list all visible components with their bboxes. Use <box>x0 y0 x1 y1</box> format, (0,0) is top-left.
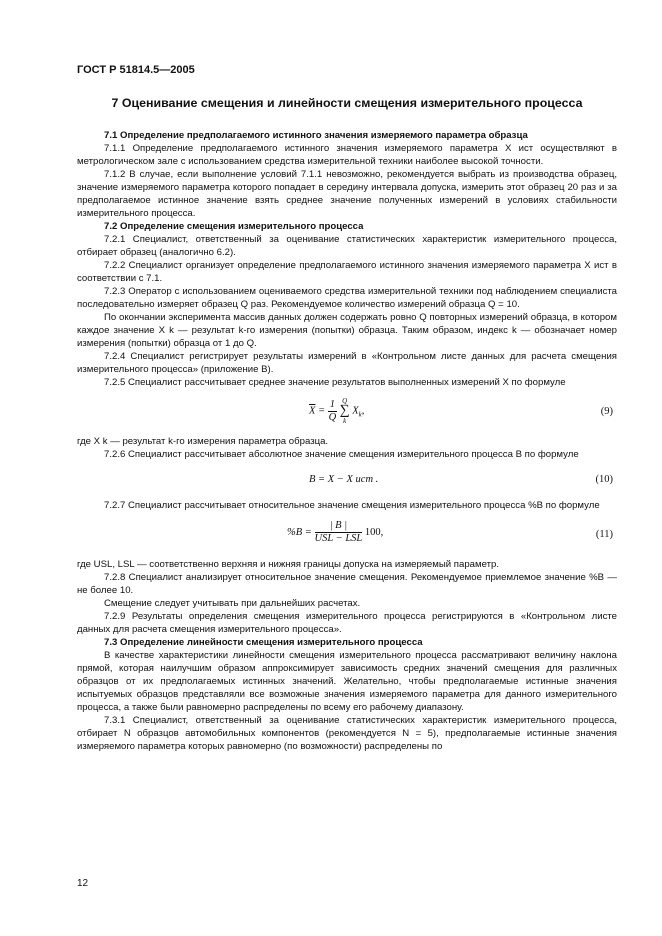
formula-9-tail: , <box>361 405 365 417</box>
paragraph-block-1 <box>77 129 617 389</box>
sigma-icon: ∑ <box>339 403 350 418</box>
paragraph-p729: 7.2.9 Результаты определения смещения измерительного процесса регистрируются в «Контрольном листе данных для расчета смещения измерительного процесса». <box>77 611 617 635</box>
paragraph-p722: 7.2.2 Специалист организует определение предполагаемого истинного значения измеряемого параметра X ист в соответствии с 7.1. <box>77 260 617 284</box>
paragraph-block-4 <box>77 558 617 753</box>
paragraph-p726: 7.2.6 Специалист рассчитывает абсолютное значение смещения измерительного процесса B по формуле <box>104 449 579 460</box>
paragraph-block-2 <box>77 435 617 461</box>
paragraph-p728: 7.2.8 Специалист анализирует относительное значение смещения. Рекомендуемое приемлемое значение %B — не более 10. <box>77 572 617 596</box>
formula-9-eq: = <box>318 405 326 417</box>
paragraph-p72: 7.2 Определение смещения измерительного процесса <box>104 221 364 232</box>
formula-9-denominator: Q <box>328 411 337 423</box>
paragraph-p71: 7.1 Определение предполагаемого истинного значения измеряемого параметра образца <box>104 130 528 141</box>
formula-10-body: B = X − X ист . <box>309 474 379 485</box>
paragraph-p712: 7.1.2 В случае, если выполнение условий 7.1.1 невозможно, рекомендуется выбрать из производства образец, значение измеряемого параметра которого попадает в середину интервала допуска, измерить этот образец 20 раз и за предполагаемое истинное значение взять среднее значение полученных измерений в условиях стабильности измерительного процесса. <box>77 169 617 219</box>
paragraph-p73a: В качестве характеристики линейности смещения измерительного процесса рассматривают величину наклона прямой, которая наилучшим образом аппроксимирует зависимость средних значений смещения для различных образцов от их предполагаемых истинных значений. Желательно, чтобы предполагаемые истинные значения испытуемых образцов представляли все возможные значения измеряемого параметра для данного измерительного процесса, а также были равномерно распределены по всему его рабочему диапазону. <box>77 650 617 713</box>
formula-11-tail: 100, <box>364 526 384 538</box>
formula-11-numerator: | B | <box>315 520 363 533</box>
paragraph-block-3 <box>77 499 617 512</box>
section-title: 7 Оценивание смещения и линейности смещения измерительного процесса <box>111 96 583 110</box>
document-header: ГОСТ Р 51814.5—2005 <box>77 64 195 76</box>
page-number: 12 <box>77 878 89 889</box>
page-content <box>77 96 617 753</box>
paragraph-p721: 7.2.1 Специалист, ответственный за оценивание статистических характеристик измерительного процесса, отбирает образец (аналогично 6.2). <box>77 234 617 258</box>
formula-11-fraction <box>315 520 363 545</box>
formula-11-denominator: USL − LSL <box>314 533 363 544</box>
paragraph-p73: 7.3 Определение линейности смещения измерительного процесса <box>104 637 423 648</box>
formula-9-numerator: 1 <box>329 398 336 410</box>
paragraph-p725: 7.2.5 Специалист рассчитывает среднее значение результатов выполненных измерений X по формуле <box>104 377 566 388</box>
paragraph-p728b: Смещение следует учитывать при дальнейших расчетах. <box>104 598 361 609</box>
formula-9-sum-bottom: k <box>343 417 347 425</box>
formula-9-term: X <box>352 405 359 417</box>
paragraph-p727: 7.2.7 Специалист рассчитывает относительное значение смещения измерительного процесса %B по формуле <box>104 500 600 511</box>
formula-9-lhs: $\overline{X}$ <box>309 405 316 417</box>
formula-9-sub: k <box>358 410 362 419</box>
formula-9-fraction <box>328 399 337 424</box>
formula-10 <box>77 469 617 491</box>
formula-11-lhs: %B = <box>287 526 312 538</box>
formula-10-number: (10) <box>595 474 613 485</box>
paragraph-p723b: По окончании эксперимента массив данных должен содержать ровно Q повторных измерений образца, в котором каждое значение X k — результат k-го измерения (попытки) образца. Таким образом, индекс k — обозначает номер измерения (попытки) образца от 1 до Q. <box>77 312 617 349</box>
paragraph-p724: 7.2.4 Специалист регистрирует результаты измерений в «Контрольном листе данных для расчета смещения измерительного процесса» (приложение В). <box>77 351 617 375</box>
paragraph-pafter11: где USL, LSL — соответственно верхняя и нижняя границы допуска на измеряемый параметр. <box>77 559 499 570</box>
paragraph-pafter9: где X k — результат k-го измерения параметра образца. <box>77 436 329 447</box>
paragraph-p711: 7.1.1 Определение предполагаемого истинного значения измеряемого параметра X ист осуществляют в метрологическом зале с использованием средства измерительной техники наиболее высокой точности. <box>77 143 617 167</box>
formula-9-number: (9) <box>600 406 613 417</box>
paragraph-p731: 7.3.1 Специалист, ответственный за оценивание статистических характеристик измерительного процесса, отбирает N образцов автомобильных компонентов (рекомендуется N = 5), предполагаемые истинные значения измеряемого параметра которых равномерно (по возможности) распределены по <box>77 715 617 752</box>
formula-11-number: (11) <box>595 529 613 540</box>
formula-9-sum <box>340 397 350 425</box>
paragraph-p723: 7.2.3 Оператор с использованием оцениваемого средства измерительной техники под наблюдением специалиста последовательно измеряет образец Q раз. Рекомендуемое количество измерений образца Q = 10. <box>77 286 617 310</box>
formula-11 <box>77 520 617 550</box>
formula-9-sum-top: Q <box>342 397 348 405</box>
formula-9 <box>77 397 617 427</box>
